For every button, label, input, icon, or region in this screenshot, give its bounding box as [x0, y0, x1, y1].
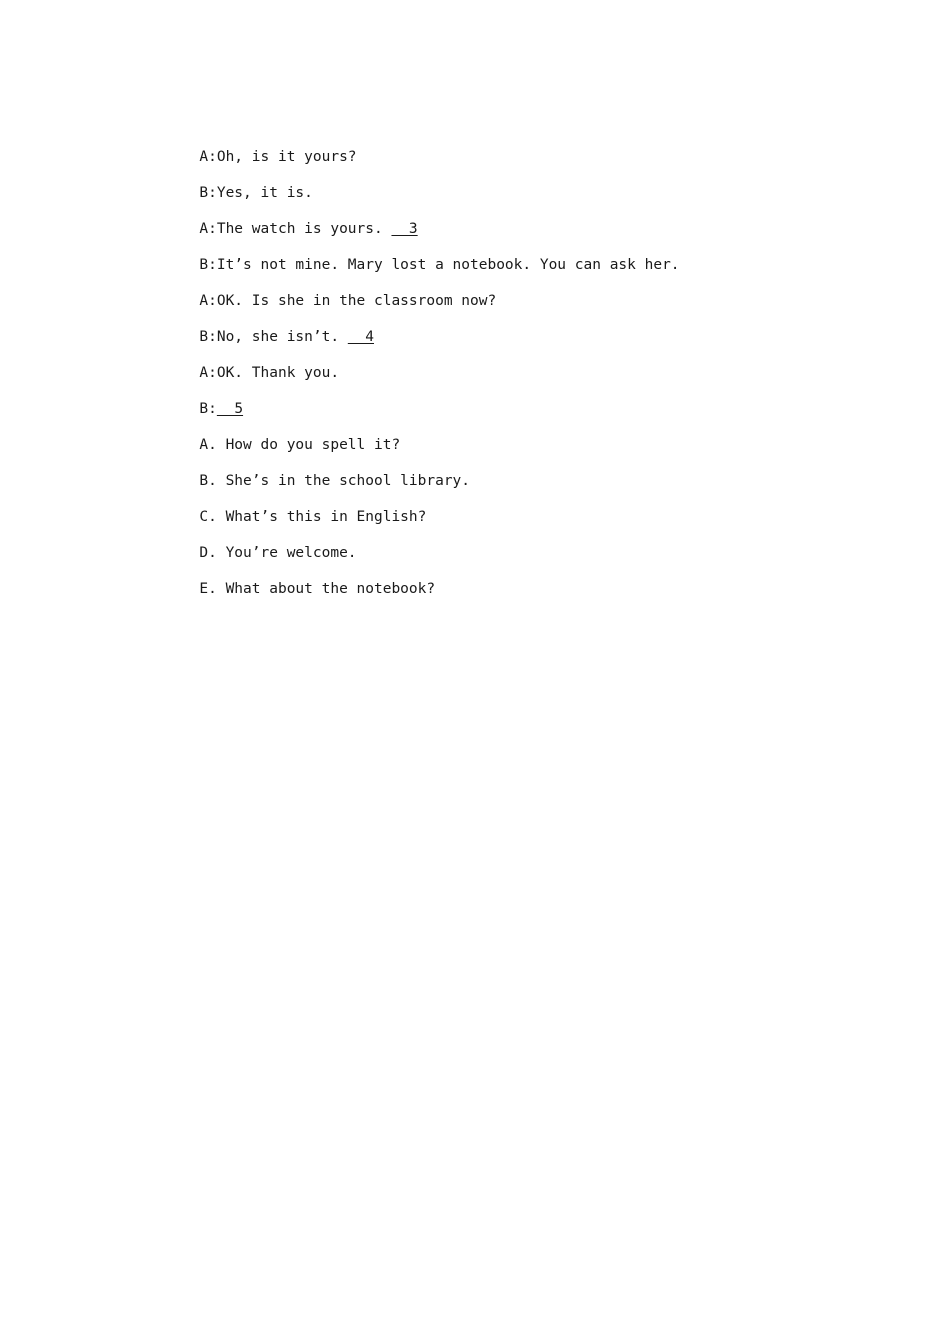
dialogue-line — [147, 271, 847, 307]
dialogue-text: A:Oh, is it yours? — [199, 149, 357, 165]
dialogue-line — [147, 127, 847, 163]
answer-blank-5: 5 — [216, 401, 244, 417]
dialogue-line — [147, 163, 847, 199]
option-line — [147, 415, 847, 451]
option-text: B. She’s in the school library. — [199, 473, 471, 489]
dialogue-text: B:It’s not mine. Mary lost a notebook. You can ask her. — [199, 257, 680, 273]
dialogue-text: A:The watch is yours. — [199, 221, 392, 237]
exercise-content — [147, 127, 847, 595]
option-line — [147, 523, 847, 559]
option-text: C. What’s this in English? — [199, 509, 427, 525]
dialogue-line — [147, 199, 847, 235]
dialogue-text: A:OK. Is she in the classroom now? — [199, 293, 497, 309]
dialogue-text: B:Yes, it is. — [199, 185, 313, 201]
option-line — [147, 451, 847, 487]
dialogue-line — [147, 235, 847, 271]
dialogue-line — [147, 343, 847, 379]
option-line — [147, 487, 847, 523]
dialogue-line — [147, 307, 847, 343]
option-text: D. You’re welcome. — [199, 545, 357, 561]
dialogue-line — [147, 379, 847, 415]
option-text: E. What about the notebook? — [199, 581, 436, 597]
answer-blank-3: 3 — [391, 221, 418, 237]
dialogue-text: A:OK. Thank you. — [199, 365, 340, 381]
dialogue-text: B:No, she isn’t. — [199, 329, 348, 345]
dialogue-text: B: — [199, 401, 217, 417]
answer-blank-4: 4 — [347, 329, 374, 345]
option-line — [147, 559, 847, 595]
option-text: A. How do you spell it? — [199, 437, 401, 453]
